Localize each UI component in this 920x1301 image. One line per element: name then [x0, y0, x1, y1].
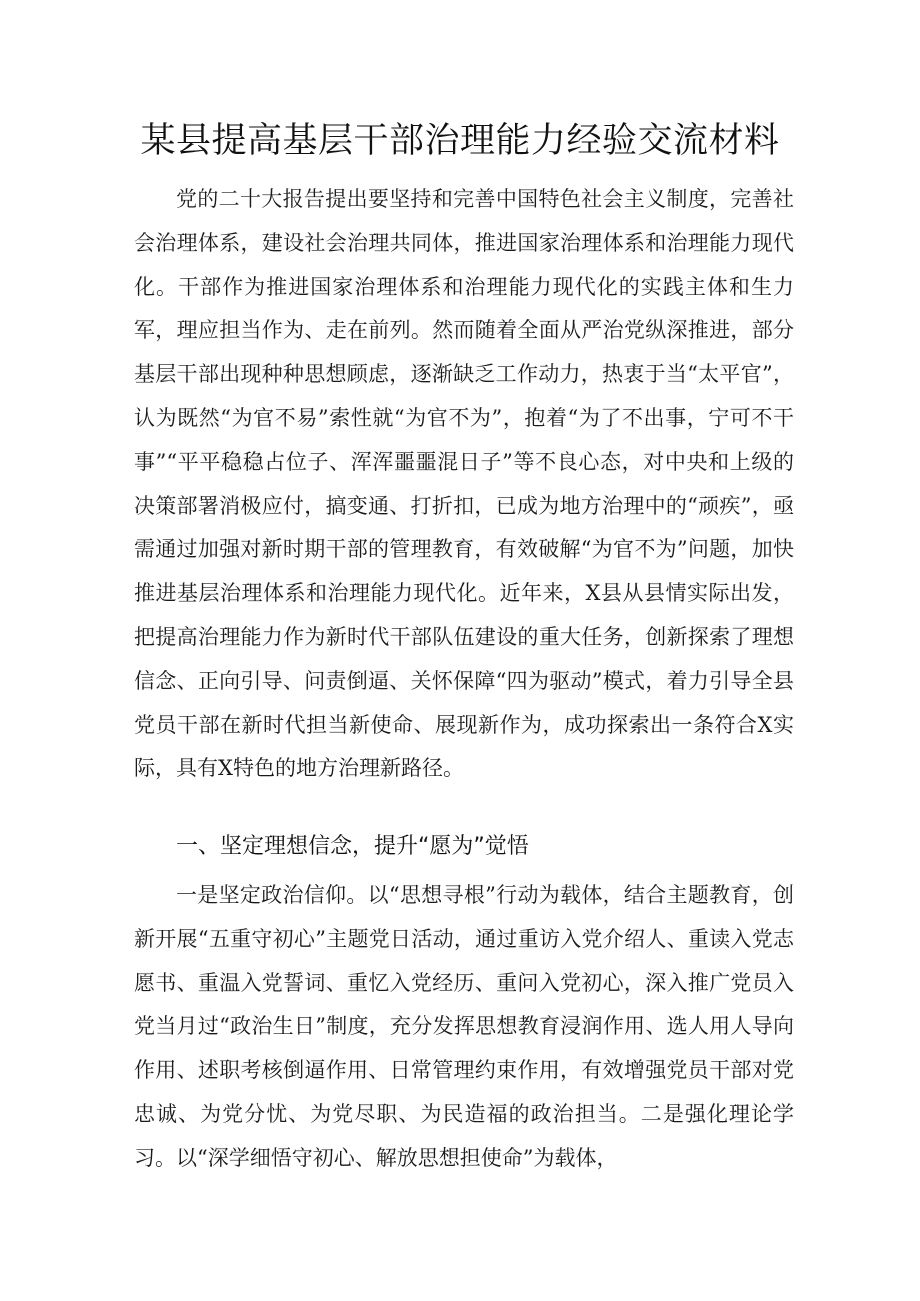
intro-paragraph: 党的二十大报告提出要坚持和完善中国特色社会主义制度，完善社会治理体系，建设社会治理共同体，推进国家治理体系和治理能力现代化。干部作为推进国家治理体系和治理能力现代化的实践主体和生力军，理应担当作为、走在前列。然而随着全面从严治党纵深推进，部分基层干部出现种种思想顾虑，逐渐缺乏工作动力，热衷于当“太平官”，认为既然“为官不易”索性就“为官不为”，抱着“为了不出事，宁可不干事”“平平稳稳占位子、浑浑噩噩混日子”等不良心态，对中央和上级的决策部署消极应付，搞变通、打折扣，已成为地方治理中的“顽疾”，亟需通过加强对新时期干部的管理教育，有效破解“为官不为”问题，加快推进基层治理体系和治理能力现代化。近年来，X县从县情实际出发，把提高治理能力作为新时代干部队伍建设的重大任务，创新探索了理想信念、正向引导、问责倒逼、关怀保障“四为驱动”模式，着力引导全县党员干部在新时代担当新使命、展现新作为，成功探索出一条符合X实际，具有X特色的地方治理新路径。: [134, 187, 794, 781]
section-one-heading: 一、坚定理想信念，提升“愿为”觉悟: [176, 834, 529, 859]
document-title: 某县提高基层干部治理能力经验交流材料: [140, 121, 780, 161]
section-one-paragraph: 一是坚定政治信仰。以“思想寻根”行动为载体，结合主题教育，创新开展“五重守初心”主题党日活动，通过重访入党介绍人、重读入党志愿书、重温入党誓词、重忆入党经历、重问入党初心，深入推广党员入党当月过“政治生日”制度，充分发挥思想教育浸润作用、选人用人导向作用、述职考核倒逼作用、日常管理约束作用，有效增强党员干部对党忠诚、为党分忧、为党尽职、为民造福的政治担当。二是强化理论学习。以“深学细悟守初心、解放思想担使命”为载体，: [134, 883, 794, 1170]
